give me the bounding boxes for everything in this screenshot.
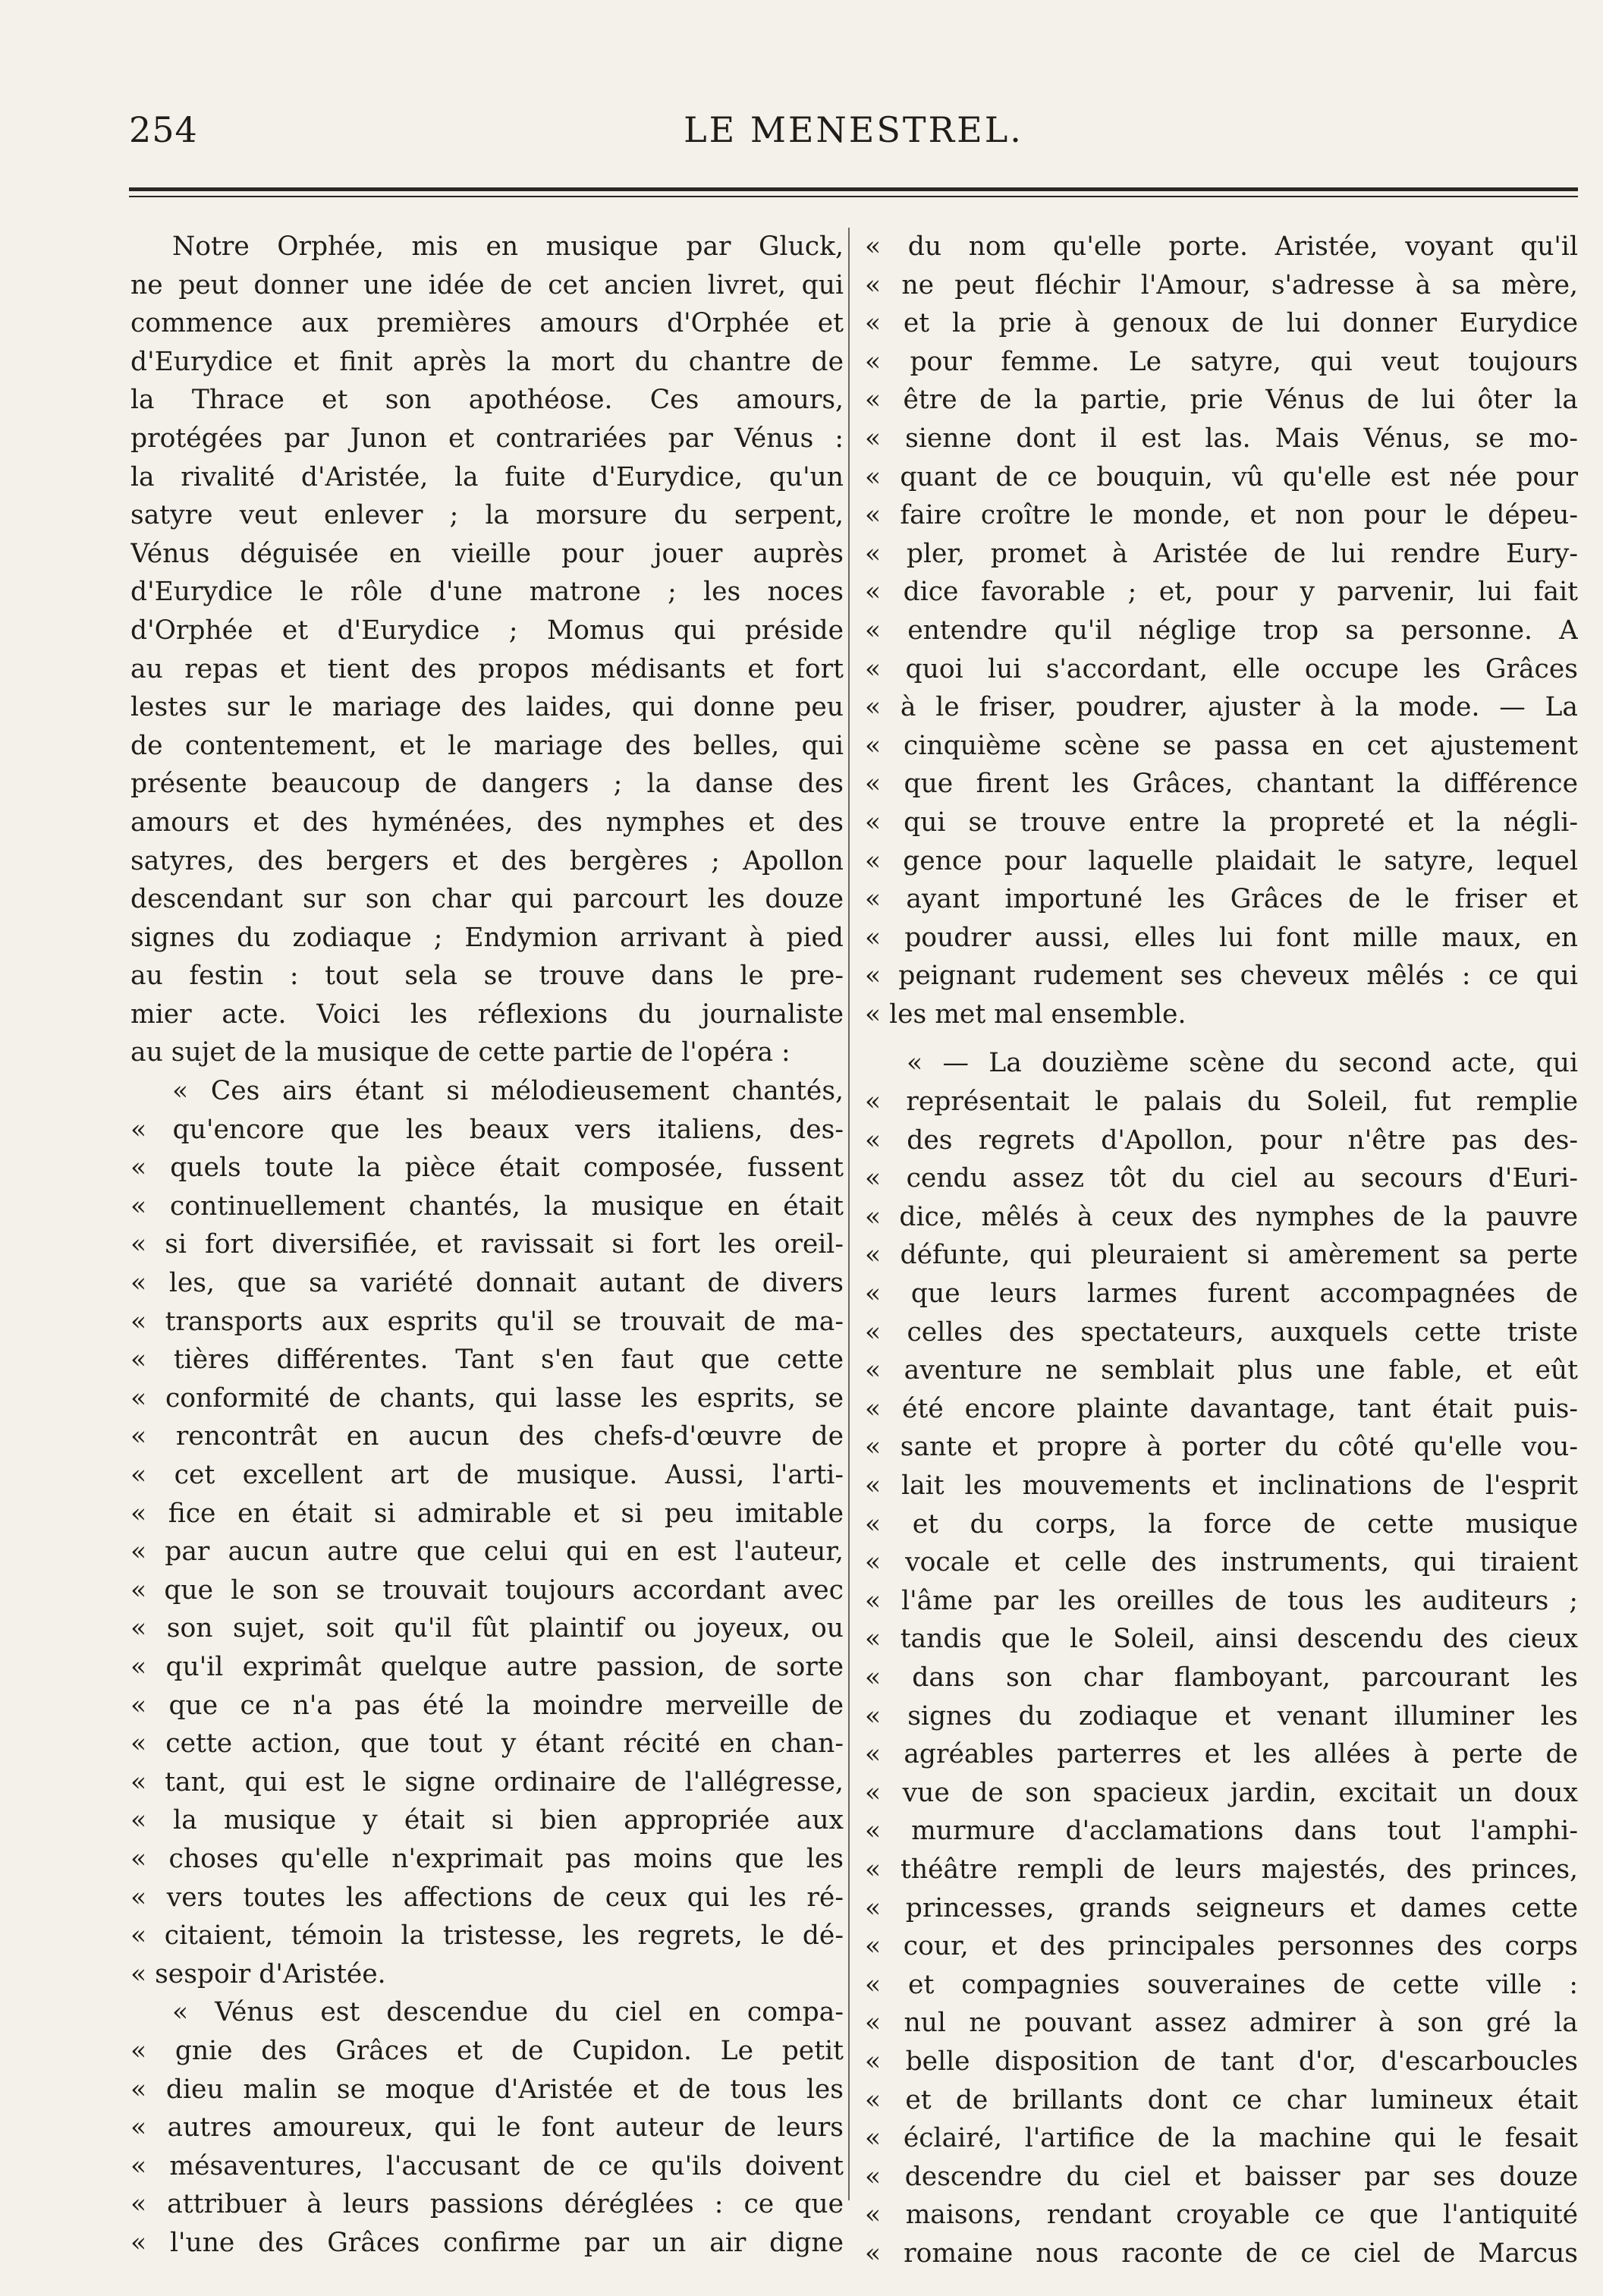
text-line: « représentait le palais du Soleil, fut remplie	[865, 1087, 1578, 1118]
text-line: « cour, et des principales personnes des corps	[865, 1931, 1578, 1962]
text-line: la Thrace et son apothéose. Ces amours,	[130, 385, 844, 416]
text-line: « choses qu'elle n'exprimait pas moins que les	[130, 1843, 844, 1874]
text-line: « cendu assez tôt du ciel au secours d'Euri-	[865, 1163, 1578, 1194]
text-line: « agréables parterres et les allées à perte de	[865, 1739, 1578, 1770]
text-line: « dieu malin se moque d'Aristée et de tous les	[130, 2074, 844, 2105]
text-line: « autres amoureux, qui le font auteur de leurs	[130, 2112, 844, 2143]
text-line: « vue de son spacieux jardin, excitait un doux	[865, 1777, 1578, 1808]
text-line: « celles des spectateurs, auxquels cette triste	[865, 1316, 1578, 1348]
text-line: « continuellement chantés, la musique en était	[130, 1190, 844, 1222]
text-line: « vocale et celle des instruments, qui tiraient	[865, 1547, 1578, 1578]
text-line: « mésaventures, l'accusant de ce qu'ils doivent	[130, 2150, 844, 2181]
text-line: « cet excellent art de musique. Aussi, l'arti-	[130, 1460, 844, 1490]
header-rule-thin	[129, 196, 1578, 197]
text-line: « faire croître le monde, et non pour le dépeu-	[865, 500, 1578, 531]
text-line: « peignant rudement ses cheveux mêlés : ce qui	[865, 961, 1578, 992]
text-line: amours et des hyménées, des nymphes et des	[130, 807, 844, 838]
text-line: descendant sur son char qui parcourt les douze	[130, 884, 844, 915]
text-line: « à le friser, poudrer, ajuster à la mode. — La	[865, 692, 1578, 723]
text-line: « gnie des Grâces et de Cupidon. Le petit	[130, 2035, 844, 2066]
text-line: « signes du zodiaque et venant illuminer les	[865, 1700, 1578, 1731]
right-column	[865, 228, 1578, 2272]
text-line: « sespoir d'Aristée.	[130, 1958, 386, 1989]
text-line: « la musique y était si bien appropriée aux	[130, 1805, 844, 1836]
text-line: « Vénus est descendue du ciel en compa-	[172, 1997, 844, 2028]
text-line: au festin : tout sela se trouve dans le pre-	[130, 961, 844, 992]
text-line: « — La douzième scène du second acte, qui	[907, 1048, 1578, 1079]
text-line: « quant de ce bouquin, vû qu'elle est née pour	[865, 461, 1578, 492]
text-line: satyres, des bergers et des bergères ; Apollon	[130, 845, 844, 876]
text-line: « quels toute la pièce était composée, fussent	[130, 1153, 844, 1184]
text-line: « Ces airs étant si mélodieusement chantés,	[172, 1076, 844, 1107]
text-line: « quoi lui s'accordant, elle occupe les Grâces	[865, 653, 1578, 684]
text-line: ne peut donner une idée de cet ancien livret, qui	[130, 269, 844, 300]
header-rule-thick	[129, 187, 1578, 191]
text-line: commence aux premières amours d'Orphée et	[130, 308, 844, 339]
text-line: « qu'encore que les beaux vers italiens, des-	[130, 1114, 844, 1145]
text-line: « fice en était si admirable et si peu imitable	[130, 1498, 844, 1529]
text-line: « nul ne pouvant assez admirer à son gré la	[865, 2008, 1578, 2039]
text-line: présente beaucoup de dangers ; la danse des	[130, 769, 844, 800]
text-line: « être de la partie, prie Vénus de lui ôter la	[865, 385, 1578, 416]
text-line: « ne peut fléchir l'Amour, s'adresse à sa mère,	[865, 269, 1578, 300]
text-line: « maisons, rendant croyable ce que l'antiquité	[865, 2200, 1578, 2231]
text-line: au repas et tient des propos médisants et fort	[130, 653, 844, 684]
text-line: mier acte. Voici les réflexions du journaliste	[130, 999, 844, 1030]
text-line: « sienne dont il est las. Mais Vénus, se mo-	[865, 423, 1578, 454]
page-header	[129, 106, 1578, 167]
left-column	[130, 228, 844, 2262]
text-line: signes du zodiaque ; Endymion arrivant à pied	[130, 922, 844, 953]
text-line: « vers toutes les affections de ceux qui les ré-	[130, 1882, 844, 1913]
text-line: « entendre qu'il néglige trop sa personne. A	[865, 615, 1578, 646]
text-line: « qu'il exprimât quelque autre passion, de sorte	[130, 1651, 844, 1682]
text-line: Notre Orphée, mis en musique par Gluck,	[172, 231, 844, 262]
text-line: « et du corps, la force de cette musique	[865, 1508, 1578, 1540]
text-line: « du nom qu'elle porte. Aristée, voyant qu'il	[865, 231, 1578, 262]
text-line: « dice, mêlés à ceux des nymphes de la pauvre	[865, 1201, 1578, 1232]
text-line: « qui se trouve entre la propreté et la négli-	[865, 807, 1578, 838]
text-line: « et la prie à genoux de lui donner Eurydice	[865, 308, 1578, 339]
text-line: au sujet de la musique de cette partie de l'opéra :	[130, 1037, 790, 1068]
text-line: d'Eurydice et finit après la mort du chantre de	[130, 346, 844, 377]
text-line: « conformité de chants, qui lasse les esprits, se	[130, 1382, 844, 1414]
text-line: « lait les mouvements et inclinations de l'esprit	[865, 1470, 1578, 1501]
text-line: « descendre du ciel et baisser par ses douze	[865, 2161, 1578, 2192]
text-line: « l'une des Grâces confirme par un air digne	[130, 2227, 844, 2258]
text-line: « que ce n'a pas été la moindre merveille de	[130, 1690, 844, 1721]
text-line: « rencontrât en aucun des chefs-d'œuvre de	[130, 1421, 844, 1452]
text-line: « princesses, grands seigneurs et dames cette	[865, 1892, 1578, 1923]
text-line: de contentement, et le mariage des belles, qui	[130, 730, 844, 761]
text-line: Vénus déguisée en vieille pour jouer auprès	[130, 538, 844, 569]
text-line: « des regrets d'Apollon, pour n'être pas des-	[865, 1124, 1578, 1156]
text-line: « pler, promet à Aristée de lui rendre Eury-	[865, 538, 1578, 569]
text-line: « et de brillants dont ce char lumineux était	[865, 2084, 1578, 2115]
text-line: « éclairé, l'artifice de la machine qui le fesait	[865, 2123, 1578, 2154]
text-line: « son sujet, soit qu'il fût plaintif ou joyeux, ou	[130, 1613, 844, 1644]
text-line: « dans son char flamboyant, parcourant les	[865, 1662, 1578, 1693]
text-line: « aventure ne semblait plus une fable, et eût	[865, 1355, 1578, 1386]
text-line: « citaient, témoin la tristesse, les regrets, le dé-	[130, 1920, 844, 1952]
text-line: « si fort diversifiée, et ravissait si fort les oreil-	[130, 1229, 844, 1260]
text-line: d'Eurydice le rôle d'une matrone ; les noces	[130, 577, 844, 608]
text-line: « que leurs larmes furent accompagnées de	[865, 1279, 1578, 1310]
text-line: « sante et propre à porter du côté qu'elle vou-	[865, 1432, 1578, 1463]
text-line: « murmure d'acclamations dans tout l'amphi-	[865, 1816, 1578, 1847]
text-line: « été encore plainte davantage, tant était puis-	[865, 1393, 1578, 1424]
text-line: « défunte, qui pleuraient si amèrement sa perte	[865, 1240, 1578, 1271]
text-line: « attribuer à leurs passions déréglées : ce que	[130, 2189, 844, 2220]
text-line: « transports aux esprits qu'il se trouvait de ma-	[130, 1306, 844, 1337]
running-title: LE MENESTREL.	[684, 109, 1023, 150]
text-line: « théâtre rempli de leurs majestés, des princes,	[865, 1854, 1578, 1885]
text-line: « romaine nous raconte de ce ciel de Marcus	[865, 2238, 1578, 2269]
text-line: « les, que sa variété donnait autant de divers	[130, 1268, 844, 1299]
text-line: « l'âme par les oreilles de tous les auditeurs ;	[865, 1585, 1578, 1616]
text-line: la rivalité d'Aristée, la fuite d'Eurydice, qu'un	[130, 461, 844, 492]
text-line: « ayant importuné les Grâces de le friser et	[865, 884, 1578, 915]
text-line: « que firent les Grâces, chantant la différence	[865, 769, 1578, 800]
page-number: 254	[129, 109, 198, 150]
text-line: « et compagnies souveraines de cette ville :	[865, 1969, 1578, 2000]
text-line: lestes sur le mariage des laides, qui donne peu	[130, 692, 844, 723]
text-line: « dice favorable ; et, pour y parvenir, lui fait	[865, 577, 1578, 608]
text-line: « pour femme. Le satyre, qui veut toujours	[865, 346, 1578, 377]
text-line: « tandis que le Soleil, ainsi descendu des cieux	[865, 1624, 1578, 1655]
text-line: « belle disposition de tant d'or, d'escarboucles	[865, 2046, 1578, 2077]
text-line: « poudrer aussi, elles lui font mille maux, en	[865, 922, 1578, 953]
text-line: « tant, qui est le signe ordinaire de l'allégresse,	[130, 1766, 844, 1797]
text-line: « que le son se trouvait toujours accordant avec	[130, 1574, 844, 1606]
text-line: d'Orphée et d'Eurydice ; Momus qui préside	[130, 615, 844, 646]
text-line: « par aucun autre que celui qui en est l'auteur,	[130, 1536, 844, 1568]
text-line: protégées par Junon et contrariées par Vénus :	[130, 423, 844, 454]
text-line: « cette action, que tout y étant récité en chan-	[130, 1728, 844, 1760]
text-line: « gence pour laquelle plaidait le satyre, lequel	[865, 845, 1578, 876]
text-line: satyre veut enlever ; la morsure du serpent,	[130, 500, 844, 531]
text-line: « les met mal ensemble.	[865, 999, 1187, 1030]
column-divider	[848, 228, 850, 2200]
text-line: « tières différentes. Tant s'en faut que cette	[130, 1345, 844, 1376]
text-line: « cinquième scène se passa en cet ajustement	[865, 730, 1578, 761]
